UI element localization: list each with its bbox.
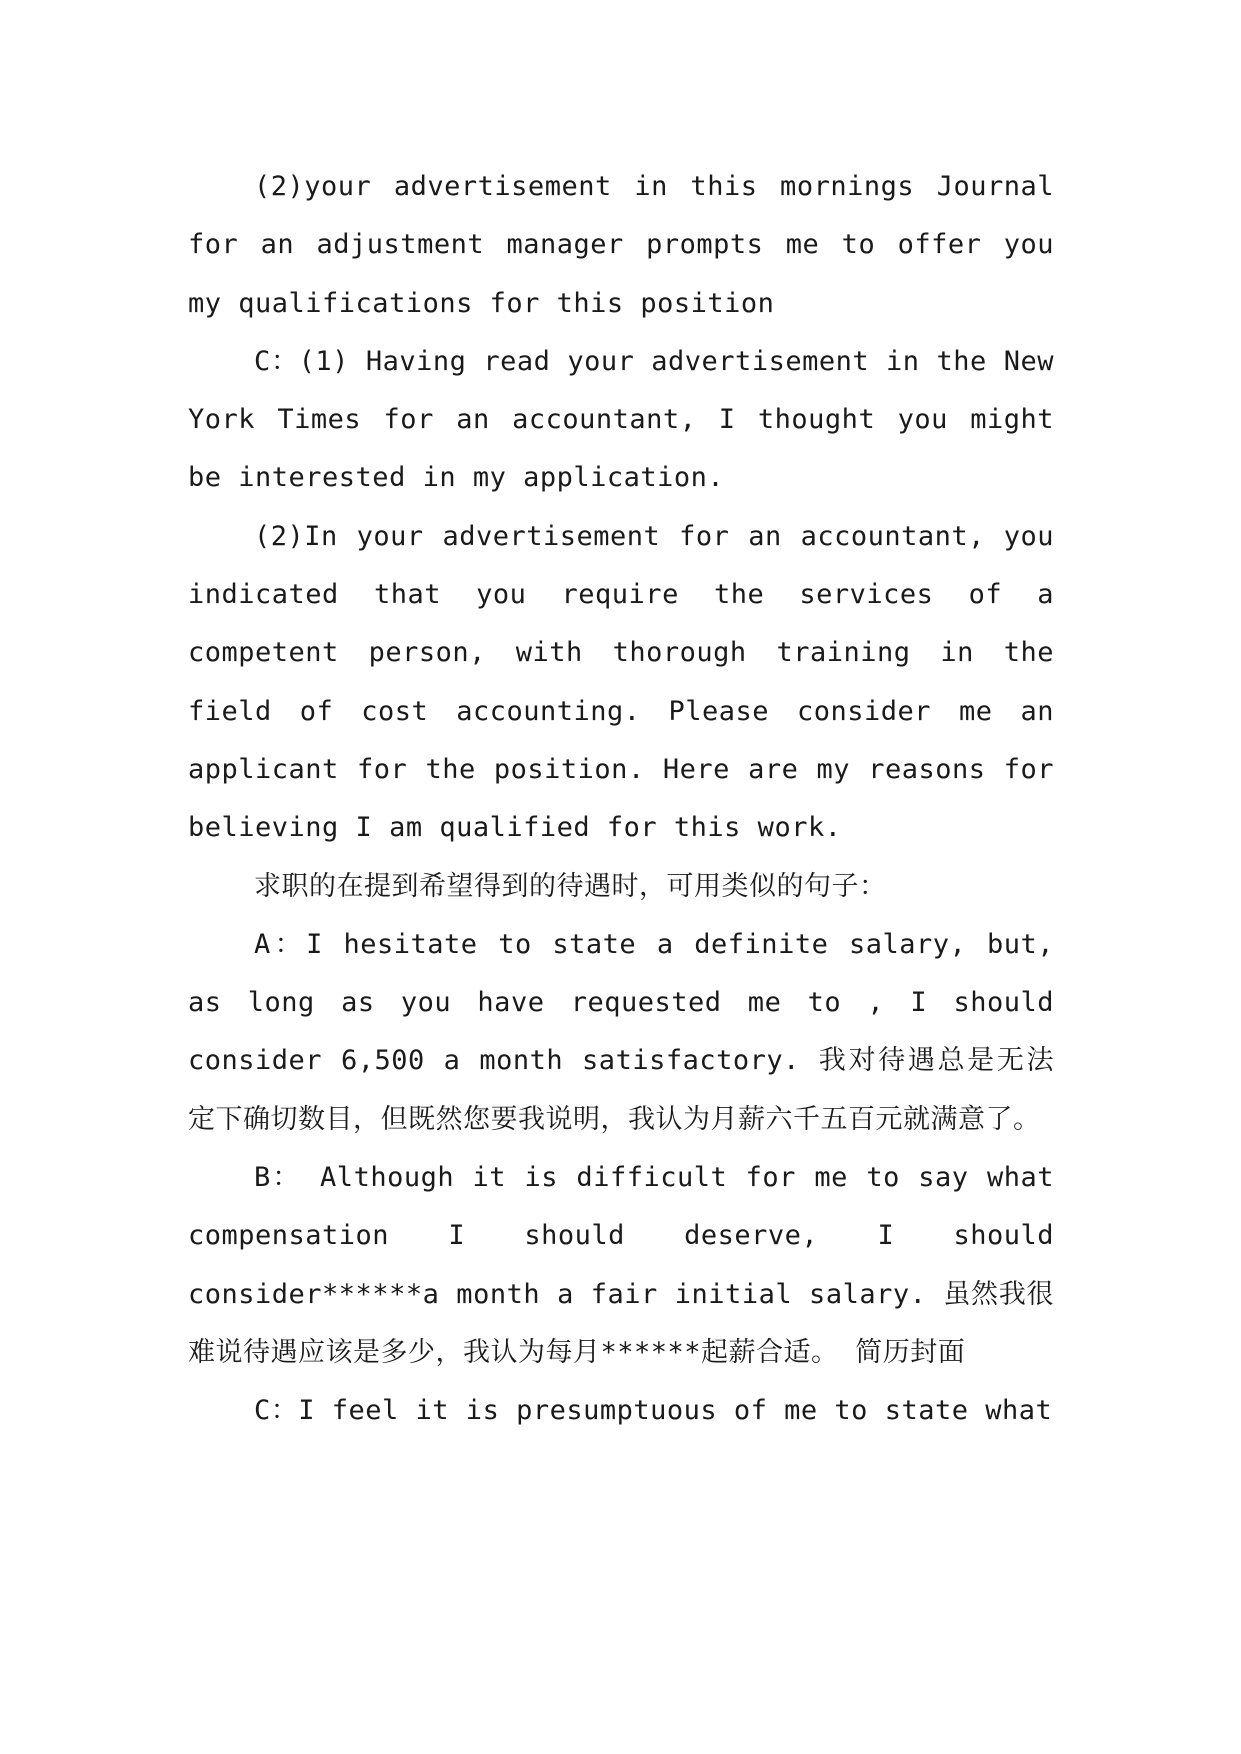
paragraph-salary-a: A：I hesitate to state a definite salary, but, as long as you have requested me to , I should consider 6,500 a month satisfactory. 我对待遇总是无法定下确切数目，但既然您要我说明，我认为月薪六千五百元就满意了。 [188, 928, 1054, 1135]
document-page [188, 158, 1054, 1441]
paragraph-salary-c: C：I feel it is presumptuous of me to state what [254, 1395, 1053, 1427]
paragraph-c2-accountant: (2)In your advertisement for an accountant, you indicated that you require the services of a competent person, with thorough training in the field of cost accounting. Please consider me an applicant for the position. Here are my reasons for believing I am qualified for this work. [188, 520, 1054, 844]
paragraph-salary-b: B： Although it is difficult for me to say what compensation I should deserve, I should consider******a month a fair initial salary. 虽然我很难说待遇应该是多少，我认为每月******起薪合适。 简历封面 [188, 1162, 1054, 1368]
paragraph-c1-new-york-times: C：(1) Having read your advertisement in the New York Times for an accountant, I thought you might be interested in my application. [188, 345, 1054, 494]
paragraph-adjustment-manager: (2)your advertisement in this mornings Journal for an adjustment manager prompts me to offer you my qualifications for this position [188, 171, 1054, 319]
paragraph-salary-intro: 求职的在提到希望得到的待遇时，可用类似的句子： [254, 870, 887, 902]
